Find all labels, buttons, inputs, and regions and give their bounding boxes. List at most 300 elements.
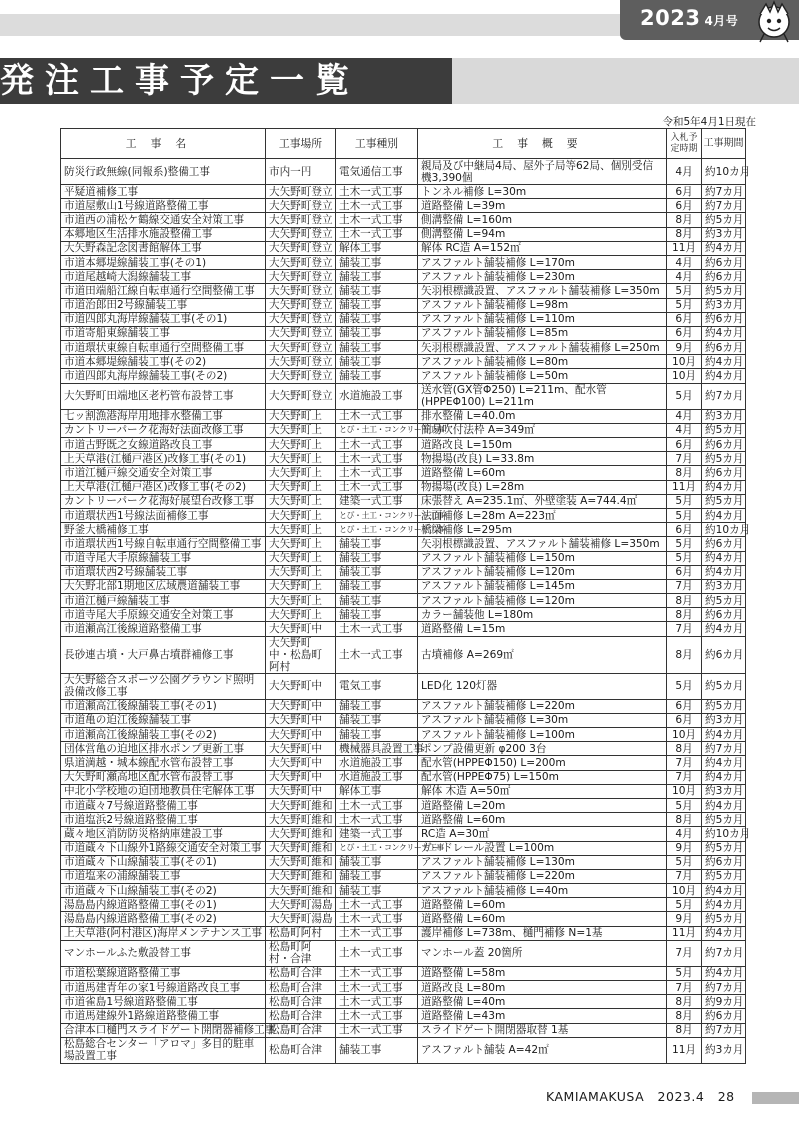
cell-type: 建築一式工事 (336, 827, 418, 841)
cell-summary: アスファルト舗装補修 L=30m (418, 713, 667, 727)
table-row (61, 213, 746, 227)
table-header (61, 129, 746, 159)
table-row (61, 466, 746, 480)
cell-bid-timing: 8月 (667, 608, 702, 622)
cell-name: 市道寺尾大手原線交通安全対策工事 (61, 608, 266, 622)
cell-summary: 道路改良 L=150m (418, 438, 667, 452)
cell-name: 市道蔵々下山線舗装工事(その2) (61, 884, 266, 898)
cell-location: 大矢野町維和 (266, 798, 336, 812)
cell-type: 水道施設工事 (336, 383, 418, 409)
col-header-duration: 工事期間 (702, 129, 746, 159)
cell-summary: 古墳補修 A=269㎡ (418, 636, 667, 673)
cell-duration: 約7カ月 (702, 383, 746, 409)
cell-name: 市道治郎田2号線舗装工事 (61, 298, 266, 312)
cell-name: 蔵々地区消防防災格納庫建設工事 (61, 827, 266, 841)
cell-duration: 約10カ月 (702, 523, 746, 537)
cell-name: 防災行政無線(同報系)整備工事 (61, 159, 266, 185)
cell-bid-timing: 8月 (667, 813, 702, 827)
cell-type: 土木一式工事 (336, 452, 418, 466)
cell-name: 市道蔵々7号線道路整備工事 (61, 798, 266, 812)
cell-name: 市道環状西1号線法面補修工事 (61, 508, 266, 522)
cell-type: 土木一式工事 (336, 622, 418, 636)
cell-location: 大矢野町上 (266, 594, 336, 608)
cell-location: 大矢野町上 (266, 523, 336, 537)
cell-duration: 約4カ月 (702, 756, 746, 770)
cell-summary: RC造 A=30㎡ (418, 827, 667, 841)
table-row (61, 699, 746, 713)
cell-name: 市道瀬高江後線舗装工事(その1) (61, 699, 266, 713)
cell-duration: 約6カ月 (702, 312, 746, 326)
cell-bid-timing: 6月 (667, 312, 702, 326)
cell-bid-timing: 8月 (667, 1023, 702, 1037)
cell-summary: 物揚場(改良) L=28m (418, 480, 667, 494)
cell-location: 大矢野町上 (266, 409, 336, 423)
footer-bar (752, 1092, 799, 1104)
table-row (61, 1037, 746, 1063)
cell-type: 土木一式工事 (336, 213, 418, 227)
cell-duration: 約4カ月 (702, 898, 746, 912)
cell-bid-timing: 7月 (667, 756, 702, 770)
cell-bid-timing: 4月 (667, 270, 702, 284)
cell-duration: 約10カ月 (702, 827, 746, 841)
table-row (61, 423, 746, 437)
footer-issue: 2023.4 (657, 1089, 705, 1104)
cell-bid-timing: 6月 (667, 523, 702, 537)
cell-duration: 約6カ月 (702, 341, 746, 355)
cell-location: 松島町合津 (266, 966, 336, 980)
cell-type: 舗装工事 (336, 255, 418, 269)
cell-location: 大矢野町登立 (266, 326, 336, 340)
cell-location: 大矢野町維和 (266, 884, 336, 898)
cell-name: 中北小学校地の迫団地教員住宅解体工事 (61, 784, 266, 798)
cell-bid-timing: 5月 (667, 798, 702, 812)
cell-name: 市道江樋戸線舗装工事 (61, 594, 266, 608)
cell-location: 松島町合津 (266, 1023, 336, 1037)
cell-type: 土木一式工事 (336, 995, 418, 1009)
cell-bid-timing: 7月 (667, 622, 702, 636)
cell-bid-timing: 11月 (667, 241, 702, 255)
cell-location: 大矢野町中 (266, 742, 336, 756)
cell-location: 大矢野町中 (266, 770, 336, 784)
cell-summary: アスファルト舗装補修 L=220m (418, 699, 667, 713)
cell-bid-timing: 11月 (667, 1037, 702, 1063)
cell-name: 上天草港(江樋戸港区)改修工事(その1) (61, 452, 266, 466)
cell-duration: 約4カ月 (702, 926, 746, 940)
cell-type: 建築一式工事 (336, 494, 418, 508)
cell-summary: 排水整備 L=40.0m (418, 409, 667, 423)
cell-bid-timing: 7月 (667, 770, 702, 784)
cell-location: 大矢野町登立 (266, 241, 336, 255)
cell-type: 土木一式工事 (336, 199, 418, 213)
cell-name: 市道本郷堤線舗装工事(その2) (61, 355, 266, 369)
cell-bid-timing: 6月 (667, 565, 702, 579)
cell-type: 土木一式工事 (336, 1023, 418, 1037)
title-bar-accent (452, 58, 799, 104)
cell-bid-timing: 6月 (667, 326, 702, 340)
cell-name: 市道寺尾大手原線舗装工事 (61, 551, 266, 565)
cell-duration: 約6カ月 (702, 270, 746, 284)
cell-bid-timing: 5月 (667, 383, 702, 409)
cell-type: 舗装工事 (336, 326, 418, 340)
table-row (61, 185, 746, 199)
table-row (61, 579, 746, 593)
cell-location: 大矢野町登立 (266, 185, 336, 199)
table-row (61, 494, 746, 508)
cell-type: 舗装工事 (336, 594, 418, 608)
cell-type: 土木一式工事 (336, 912, 418, 926)
cell-location: 松島町合津 (266, 981, 336, 995)
cell-type: とび・土工・コンクリート工事 (336, 523, 418, 537)
cell-summary: 矢羽根標識設置、アスファルト舗装補修 L=350m (418, 284, 667, 298)
cell-summary: 側溝整備 L=160m (418, 213, 667, 227)
cell-name: 湯島島内線道路整備工事(その2) (61, 912, 266, 926)
cell-type: 土木一式工事 (336, 227, 418, 241)
cell-bid-timing: 9月 (667, 341, 702, 355)
cell-bid-timing: 5月 (667, 298, 702, 312)
cell-bid-timing: 8月 (667, 594, 702, 608)
cell-type: 土木一式工事 (336, 466, 418, 480)
cell-name: 湯島島内線道路整備工事(その1) (61, 898, 266, 912)
cell-name: 野釜大橋補修工事 (61, 523, 266, 537)
cell-name: 長砂連古墳・大戸鼻古墳群補修工事 (61, 636, 266, 673)
table-row (61, 241, 746, 255)
cell-type: 解体工事 (336, 241, 418, 255)
cell-duration: 約5カ月 (702, 423, 746, 437)
cell-bid-timing: 8月 (667, 466, 702, 480)
cell-duration: 約6カ月 (702, 466, 746, 480)
cell-type: 舗装工事 (336, 608, 418, 622)
cell-duration: 約4カ月 (702, 622, 746, 636)
cell-location: 大矢野町登立 (266, 383, 336, 409)
cell-bid-timing: 10月 (667, 784, 702, 798)
cell-name: 市道四郎丸海岸線舗装工事(その2) (61, 369, 266, 383)
cell-type: 土木一式工事 (336, 185, 418, 199)
cell-name: 市道環状東線自転車通行空間整備工事 (61, 341, 266, 355)
cell-duration: 約4カ月 (702, 770, 746, 784)
cell-location: 大矢野町中 (266, 622, 336, 636)
cell-location: 大矢野町上 (266, 452, 336, 466)
table-row (61, 298, 746, 312)
cell-location: 大矢野町登立 (266, 270, 336, 284)
cell-bid-timing: 5月 (667, 551, 702, 565)
cell-name: 市道田端船江線自転車通行空間整備工事 (61, 284, 266, 298)
cell-duration: 約5カ月 (702, 813, 746, 827)
cell-name: 市道馬建青年の家1号線道路改良工事 (61, 981, 266, 995)
cell-duration: 約3カ月 (702, 579, 746, 593)
table-row (61, 827, 746, 841)
cell-location: 大矢野町上 (266, 423, 336, 437)
cell-name: 市道寄船東線舗装工事 (61, 326, 266, 340)
cell-summary: 橋梁補修 L=295m (418, 523, 667, 537)
table-row (61, 636, 746, 673)
cell-name: 市道四郎丸海岸線舗装工事(その1) (61, 312, 266, 326)
cell-bid-timing: 9月 (667, 912, 702, 926)
header-gray-strip (0, 14, 660, 36)
cell-duration: 約3カ月 (702, 298, 746, 312)
cell-name: 七ッ割漁港海岸用地排水整備工事 (61, 409, 266, 423)
cell-type: 舗装工事 (336, 565, 418, 579)
cell-type: 舗装工事 (336, 551, 418, 565)
cell-name: 上天草港(江樋戸港区)改修工事(その2) (61, 480, 266, 494)
cell-duration: 約4カ月 (702, 480, 746, 494)
table-row (61, 1023, 746, 1037)
cell-bid-timing: 8月 (667, 995, 702, 1009)
table-row (61, 227, 746, 241)
cell-summary: 道路整備 L=60m (418, 466, 667, 480)
table-row (61, 523, 746, 537)
table-row (61, 966, 746, 980)
cell-type: とび・土工・コンクリート工事 (336, 423, 418, 437)
cell-name: マンホールふた敷設替工事 (61, 940, 266, 966)
cell-name: 上天草港(阿村港区)海岸メンテナンス工事 (61, 926, 266, 940)
cell-duration: 約9カ月 (702, 995, 746, 1009)
cell-bid-timing: 10月 (667, 884, 702, 898)
table-row (61, 326, 746, 340)
as-of-date: 令和5年4月1日現在 (662, 116, 756, 128)
header-band (0, 0, 799, 40)
cell-duration: 約3カ月 (702, 227, 746, 241)
table-row (61, 551, 746, 565)
table-body (61, 159, 751, 1064)
cell-location: 大矢野町登立 (266, 355, 336, 369)
cell-duration: 約4カ月 (702, 355, 746, 369)
cell-type: 舗装工事 (336, 728, 418, 742)
cell-location: 大矢野町維和 (266, 855, 336, 869)
cell-location: 大矢野町中 (266, 699, 336, 713)
table-row (61, 995, 746, 1009)
cell-summary: 道路整備 L=43m (418, 1009, 667, 1023)
col-header-name: 工事名 (61, 129, 266, 159)
cell-summary: アスファルト舗装 A=42㎡ (418, 1037, 667, 1063)
cell-location: 大矢野町上 (266, 494, 336, 508)
cell-summary: アスファルト舗装補修 L=120m (418, 565, 667, 579)
cell-bid-timing: 11月 (667, 926, 702, 940)
page-title: 発注工事予定一覧 (0, 61, 360, 101)
cell-type: とび・土工・コンクリート工事 (336, 508, 418, 522)
cell-bid-timing: 10月 (667, 728, 702, 742)
cell-location: 大矢野町上 (266, 579, 336, 593)
cell-location: 大矢野町登立 (266, 298, 336, 312)
footer-magazine: KAMIAMAKUSA (546, 1089, 645, 1104)
cell-type: 舗装工事 (336, 284, 418, 298)
cell-summary: アスファルト舗装補修 L=98m (418, 298, 667, 312)
cell-summary: トンネル補修 L=30m (418, 185, 667, 199)
cell-summary: 道路整備 L=39m (418, 199, 667, 213)
table-row (61, 926, 746, 940)
cell-name: 団体営亀の迫地区排水ポンプ更新工事 (61, 742, 266, 756)
cell-bid-timing: 8月 (667, 636, 702, 673)
cell-type: 水道施設工事 (336, 756, 418, 770)
cell-bid-timing: 8月 (667, 227, 702, 241)
cell-type: 土木一式工事 (336, 898, 418, 912)
table-row (61, 438, 746, 452)
cell-name: 市道古野既之女線道路改良工事 (61, 438, 266, 452)
cell-duration: 約5カ月 (702, 452, 746, 466)
cell-bid-timing: 5月 (667, 537, 702, 551)
cell-duration: 約6カ月 (702, 1009, 746, 1023)
cell-summary: マンホール蓋 20箇所 (418, 940, 667, 966)
cell-location: 大矢野町上 (266, 551, 336, 565)
cell-summary: 道路整備 L=60m (418, 813, 667, 827)
cell-duration: 約4カ月 (702, 798, 746, 812)
table-row (61, 312, 746, 326)
cell-name: 市道雀島1号線道路整備工事 (61, 995, 266, 1009)
table-row (61, 912, 746, 926)
table-row (61, 341, 746, 355)
cell-summary: 道路整備 L=58m (418, 966, 667, 980)
cell-type: 舗装工事 (336, 713, 418, 727)
cell-location: 大矢野町登立 (266, 213, 336, 227)
cell-summary: 物揚場(改良) L=33.8m (418, 452, 667, 466)
cell-name: 市道環状西1号線自転車通行空間整備工事 (61, 537, 266, 551)
cell-duration: 約5カ月 (702, 594, 746, 608)
cell-duration: 約3カ月 (702, 1037, 746, 1063)
cell-bid-timing: 7月 (667, 579, 702, 593)
table-row (61, 713, 746, 727)
table-row (61, 756, 746, 770)
table-row (61, 480, 746, 494)
cell-summary: 解体 RC造 A=152㎡ (418, 241, 667, 255)
cell-bid-timing: 6月 (667, 438, 702, 452)
cell-location: 大矢野町上 (266, 480, 336, 494)
cell-bid-timing: 8月 (667, 742, 702, 756)
cell-summary: アスファルト舗装補修 L=40m (418, 884, 667, 898)
cell-location: 大矢野町上 (266, 508, 336, 522)
cell-name: 市道環状西2号線舗装工事 (61, 565, 266, 579)
cell-bid-timing: 5月 (667, 494, 702, 508)
cell-bid-timing: 5月 (667, 898, 702, 912)
cell-type: 舗装工事 (336, 369, 418, 383)
cell-name: 市道瀬高江後線舗装工事(その2) (61, 728, 266, 742)
cell-name: 平疑道補修工事 (61, 185, 266, 199)
cell-summary: LED化 120灯器 (418, 673, 667, 699)
cell-bid-timing: 10月 (667, 355, 702, 369)
cell-summary: 矢羽根標識設置、アスファルト舗装補修 L=350m (418, 537, 667, 551)
cell-location: 大矢野町中 (266, 713, 336, 727)
cell-type: 水道施設工事 (336, 770, 418, 784)
cell-location: 大矢野町上 (266, 537, 336, 551)
cell-duration: 約7カ月 (702, 1023, 746, 1037)
cell-duration: 約5カ月 (702, 284, 746, 298)
cell-bid-timing: 5月 (667, 855, 702, 869)
page-footer (546, 1089, 735, 1104)
cell-name: 県道満越・城本線配水管布設替工事 (61, 756, 266, 770)
cell-summary: アスファルト舗装補修 L=85m (418, 326, 667, 340)
cell-location: 大矢野町上 (266, 608, 336, 622)
cell-duration: 約4カ月 (702, 508, 746, 522)
cell-name: 大矢野総合スポーツ公園グラウンド照明設備改修工事 (61, 673, 266, 699)
cell-duration: 約4カ月 (702, 326, 746, 340)
cell-name: 大矢野町田端地区老朽管布設替工事 (61, 383, 266, 409)
table-row (61, 199, 746, 213)
cell-type: とび・土工・コンクリート工事 (336, 841, 418, 855)
cell-type: 土木一式工事 (336, 966, 418, 980)
table-row (61, 784, 746, 798)
cell-summary: 法面補修 L=28m A=223㎡ (418, 508, 667, 522)
cell-location: 大矢野町中 (266, 728, 336, 742)
cell-name: 大矢野町瀬高地区配水管布設替工事 (61, 770, 266, 784)
cell-summary: アスファルト舗装補修 L=120m (418, 594, 667, 608)
cell-bid-timing: 7月 (667, 452, 702, 466)
cell-type: 土木一式工事 (336, 480, 418, 494)
cell-bid-timing: 10月 (667, 369, 702, 383)
col-header-bid-timing: 入札予定時期 (667, 129, 702, 159)
cell-type: 舗装工事 (336, 1037, 418, 1063)
cell-bid-timing: 9月 (667, 841, 702, 855)
cell-type: 舗装工事 (336, 869, 418, 883)
cell-duration: 約6カ月 (702, 636, 746, 673)
cell-type: 舗装工事 (336, 355, 418, 369)
table-row (61, 869, 746, 883)
cell-type: 舗装工事 (336, 699, 418, 713)
cell-name: 市道松葉線道路整備工事 (61, 966, 266, 980)
cell-location: 大矢野町上 (266, 438, 336, 452)
cell-duration: 約3カ月 (702, 409, 746, 423)
cell-type: 機械器具設置工事 (336, 742, 418, 756)
table-row (61, 855, 746, 869)
cell-summary: 道路改良 L=80m (418, 981, 667, 995)
cell-type: 土木一式工事 (336, 409, 418, 423)
cell-location: 大矢野町中 (266, 673, 336, 699)
cell-bid-timing: 11月 (667, 480, 702, 494)
cell-location: 大矢野町登立 (266, 312, 336, 326)
cell-location: 大矢野町登立 (266, 199, 336, 213)
table-row (61, 255, 746, 269)
cell-duration: 約10カ月 (702, 159, 746, 185)
construction-schedule-table (60, 128, 751, 1064)
cell-summary: ポンプ設備更新 φ200 3台 (418, 742, 667, 756)
cell-type: 舗装工事 (336, 884, 418, 898)
cell-duration: 約4カ月 (702, 369, 746, 383)
cell-name: 大矢野森記念図書館解体工事 (61, 241, 266, 255)
cell-location: 大矢野町上 (266, 466, 336, 480)
cell-bid-timing: 7月 (667, 869, 702, 883)
cell-summary: 解体 木造 A=50㎡ (418, 784, 667, 798)
cell-type: 舗装工事 (336, 298, 418, 312)
cell-type: 電気工事 (336, 673, 418, 699)
cell-name: 市道屋敷山1号線道路整備工事 (61, 199, 266, 213)
cell-type: 舗装工事 (336, 312, 418, 326)
cell-type: 土木一式工事 (336, 926, 418, 940)
cell-name: 合津本口樋門スライドゲート開閉器補修工事 (61, 1023, 266, 1037)
table-row (61, 742, 746, 756)
cell-duration: 約4カ月 (702, 241, 746, 255)
cell-name: 市道塩浜2号線道路整備工事 (61, 813, 266, 827)
table-row (61, 159, 746, 185)
cell-duration: 約7カ月 (702, 940, 746, 966)
cell-type: 土木一式工事 (336, 1009, 418, 1023)
cell-bid-timing: 7月 (667, 981, 702, 995)
cell-duration: 約7カ月 (702, 199, 746, 213)
cell-name: 市道蔵々下山線外1路線交通安全対策工事 (61, 841, 266, 855)
cell-duration: 約6カ月 (702, 537, 746, 551)
cell-name: カントリーパーク花海好法面改修工事 (61, 423, 266, 437)
cell-summary: アスファルト舗装補修 L=150m (418, 551, 667, 565)
cell-duration: 約7カ月 (702, 981, 746, 995)
cell-duration: 約6カ月 (702, 438, 746, 452)
table-row (61, 270, 746, 284)
table-row (61, 940, 746, 966)
cell-name: 市道本郷堤線舗装工事(その1) (61, 255, 266, 269)
cell-duration: 約5カ月 (702, 841, 746, 855)
cell-location: 大矢野町登立 (266, 341, 336, 355)
cell-summary: アスファルト舗装補修 L=130m (418, 855, 667, 869)
table-row (61, 594, 746, 608)
cell-name: 市道蔵々下山線舗装工事(その1) (61, 855, 266, 869)
cell-type: 土木一式工事 (336, 981, 418, 995)
cell-duration: 約5カ月 (702, 494, 746, 508)
cell-type: 舗装工事 (336, 579, 418, 593)
